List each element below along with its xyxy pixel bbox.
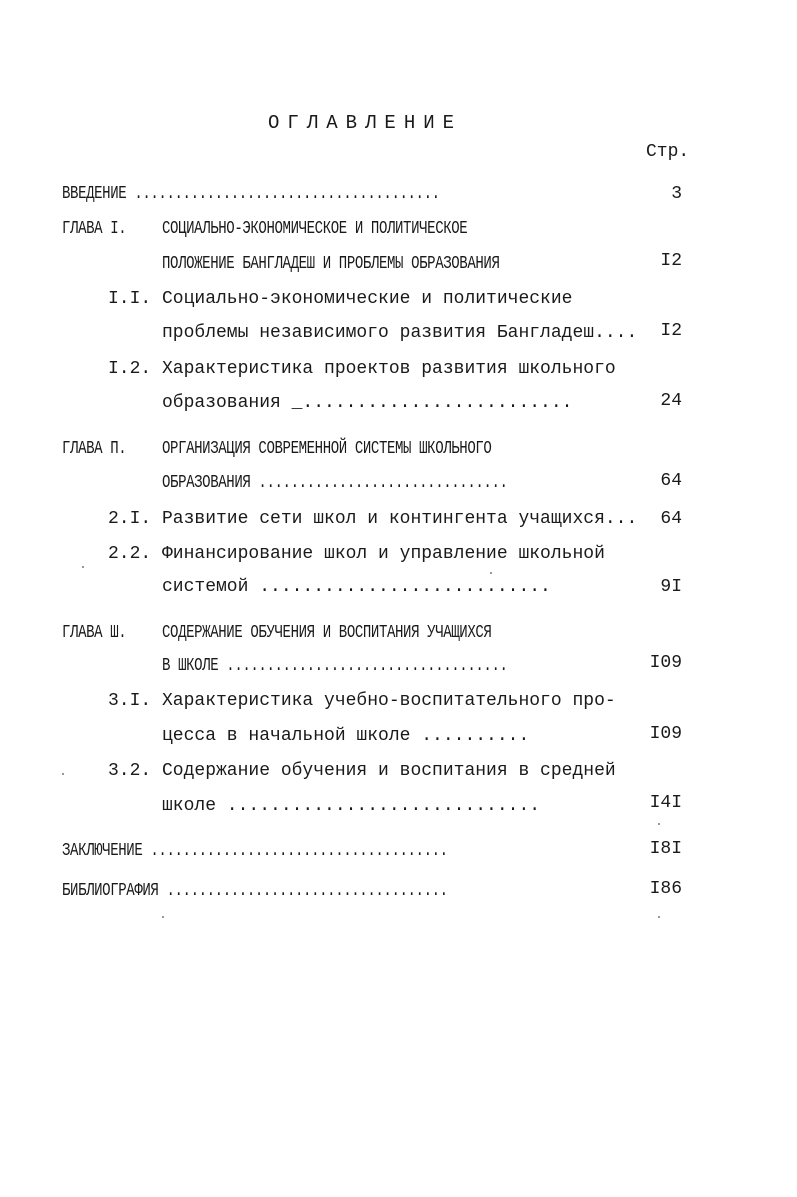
toc-section-number: 3.I. [108,691,152,711]
toc-chapter-title: СОЦИАЛЬНО-ЭКОНОМИЧЕСКОЕ И ПОЛИТИЧЕСКОЕ [162,219,468,239]
toc-section-title-cont: школе ............................. [162,796,541,816]
toc-chapter-label: ГЛАВА П. [62,439,127,459]
toc-section-title: Финансирование школ и управление школьной [162,544,605,564]
toc-page-number: I09 [649,724,682,744]
scan-speck [82,566,84,568]
toc-page-number: I2 [660,321,682,341]
toc-page-number: I86 [649,879,682,899]
toc-entry-bibliography: БИБЛИОГРАФИЯ ................................... [62,881,448,901]
toc-chapter-title: ОРГАНИЗАЦИЯ СОВРЕМЕННОЙ СИСТЕМЫ ШКОЛЬНОГО [162,439,492,459]
toc-page-number: I4I [649,793,682,813]
toc-section-number: 2.2. [108,544,152,564]
scan-speck [62,773,64,775]
toc-section-title-cont: цесса в начальной школе .......... [162,726,530,746]
page-title: ОГЛАВЛЕНИЕ [268,112,463,134]
toc-page-number: 64 [660,471,682,491]
toc-entry-conclusion: ЗАКЛЮЧЕНИЕ ..................................... [62,841,448,861]
toc-section-title-cont: образования _......................... [162,393,573,413]
toc-section-title: Развитие сети школ и контингента учащихся... [162,509,638,529]
toc-section-title: Социально-экономические и политические [162,289,573,309]
toc-section-title: Содержание обучения и воспитания в средней [162,761,616,781]
toc-page-number: 3 [671,184,682,204]
toc-section-number: I.I. [108,289,152,309]
toc-page-number: I8I [649,839,682,859]
toc-entry-introduction: ВВЕДЕНИЕ ...................................... [62,184,440,204]
toc-section-title-cont: проблемы независимого развития Бангладеш.... [162,323,638,343]
toc-chapter-title-cont: В ШКОЛЕ ................................... [162,656,508,676]
toc-page-number: I2 [660,251,682,271]
scan-speck [490,572,492,574]
toc-chapter-label: ГЛАВА Ш. [62,623,127,643]
toc-chapter-label: ГЛАВА I. [62,219,127,239]
toc-page-number: 64 [660,509,682,529]
toc-chapter-title: СОДЕРЖАНИЕ ОБУЧЕНИЯ И ВОСПИТАНИЯ УЧАЩИХСЯ [162,623,492,643]
toc-chapter-title-cont: ОБРАЗОВАНИЯ ............................... [162,473,508,493]
toc-section-title: Характеристика проектов развития школьного [162,359,616,379]
toc-section-number: I.2. [108,359,152,379]
toc-page-number: 24 [660,391,682,411]
scan-speck [658,916,660,918]
toc-chapter-title-cont: ПОЛОЖЕНИЕ БАНГЛАДЕШ И ПРОБЛЕМЫ ОБРАЗОВАНИЯ [162,254,500,274]
toc-section-title: Характеристика учебно-воспитательного про- [162,691,616,711]
toc-section-number: 2.I. [108,509,152,529]
toc-page-number: I09 [649,653,682,673]
toc-section-number: 3.2. [108,761,152,781]
page-column-label: Стр. [646,142,690,162]
scan-speck [162,916,164,918]
toc-page-number: 9I [660,577,682,597]
toc-section-title-cont: системой ........................... [162,577,551,597]
scan-speck [658,823,660,825]
